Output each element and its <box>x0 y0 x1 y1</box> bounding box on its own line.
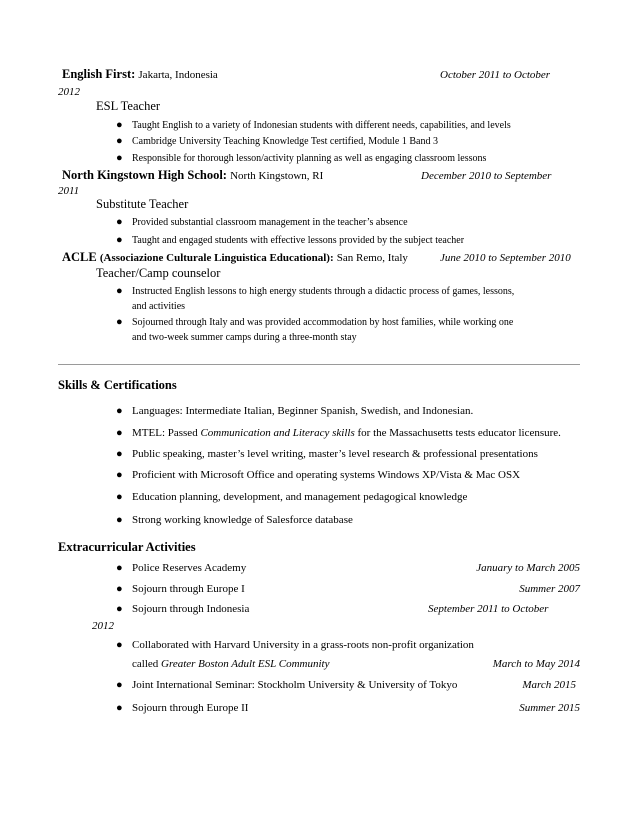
activity-date: Summer 2007 <box>519 583 580 595</box>
section-divider <box>58 364 580 365</box>
bullet-icon: ● <box>116 316 123 328</box>
job2-header <box>62 169 323 182</box>
job1-bullet: Taught English to a variety of Indonesian students with different needs, capabilities, and levels <box>132 120 511 131</box>
job3-bullet: Instructed English lessons to high energy students through a didactic process of games, lessons, <box>132 286 515 297</box>
bullet-icon: ● <box>116 448 123 460</box>
job2-date: December 2010 to September <box>421 170 552 182</box>
activity-text: called <box>132 658 162 670</box>
skill-item-emphasis: Communication and Literacy skills <box>200 427 355 439</box>
activity-date: March 2015 <box>522 679 576 691</box>
activity-item: Police Reserves Academy <box>132 562 247 574</box>
job2-bullet: Taught and engaged students with effective lessons provided by the subject teacher <box>132 235 465 246</box>
job3-location: San Remo, Italy <box>336 252 408 264</box>
skill-item-text: MTEL: Passed <box>132 427 201 439</box>
activity-date: January to March 2005 <box>476 562 580 574</box>
bullet-icon: ● <box>116 562 123 574</box>
skill-item <box>132 428 561 439</box>
skill-item: Proficient with Microsoft Office and operating systems Windows XP/Vista & Mac OSX <box>132 469 521 481</box>
job1-header <box>62 68 218 81</box>
job2-bullet: Provided substantial classroom management in the teacher’s absence <box>132 217 408 228</box>
extracurricular-heading: Extracurricular Activities <box>58 540 196 554</box>
activity-date: September 2011 to October <box>428 603 549 615</box>
bullet-icon: ● <box>116 405 123 417</box>
activity-item: Sojourn through Europe I <box>132 583 245 595</box>
activity-date: Summer 2015 <box>519 702 580 714</box>
bullet-icon: ● <box>116 135 123 147</box>
skill-item: Education planning, development, and management pedagogical knowledge <box>132 491 468 503</box>
bullet-icon: ● <box>116 679 123 691</box>
bullet-icon: ● <box>116 603 123 615</box>
skill-item: Strong working knowledge of Salesforce database <box>132 514 353 526</box>
activity-org-name: Greater Boston Adult ESL Community <box>161 658 330 670</box>
job3-org: ACLE <box>62 250 97 264</box>
job2-org: North Kingstown High School: <box>62 168 227 182</box>
job1-location: Jakarta, Indonesia <box>138 69 218 81</box>
job1-bullet: Responsible for thorough lesson/activity planning as well as engaging classroom lessons <box>132 153 487 164</box>
bullet-icon: ● <box>116 639 123 651</box>
bullet-icon: ● <box>116 469 123 481</box>
job1-date: October 2011 to October <box>440 69 551 81</box>
job1-title: ESL Teacher <box>96 99 161 113</box>
bullet-icon: ● <box>116 427 123 439</box>
job2-location: North Kingstown, RI <box>230 170 324 182</box>
bullet-icon: ● <box>116 702 123 714</box>
job3-bullet-cont: and two-week summer camps during a three-month stay <box>132 332 357 343</box>
activity-date-cont: 2012 <box>92 620 114 632</box>
job3-title: Teacher/Camp counselor <box>96 266 221 280</box>
skill-item: Public speaking, master’s level writing, master’s level research & professional presentations <box>132 448 538 460</box>
activity-item: Joint International Seminar: Stockholm University & University of Tokyo <box>132 679 458 691</box>
bullet-icon: ● <box>116 234 123 246</box>
job3-date: June 2010 to September 2010 <box>440 252 571 264</box>
bullet-icon: ● <box>116 491 123 503</box>
job1-org: English First: <box>62 67 136 81</box>
bullet-icon: ● <box>116 152 123 164</box>
job1-date-cont: 2012 <box>58 86 80 98</box>
skill-item-text: for the Massachusetts tests educator licensure. <box>354 427 561 439</box>
bullet-icon: ● <box>116 514 123 526</box>
activity-item: Collaborated with Harvard University in a grass-roots non-profit organization <box>132 639 474 651</box>
bullet-icon: ● <box>116 285 123 297</box>
activity-item: Sojourn through Indonesia <box>132 603 250 615</box>
activity-date: March to May 2014 <box>492 658 580 670</box>
bullet-icon: ● <box>116 119 123 131</box>
job2-title: Substitute Teacher <box>96 197 189 211</box>
job3-header <box>62 251 408 264</box>
skills-heading: Skills & Certifications <box>58 378 177 392</box>
activity-item: Sojourn through Europe II <box>132 702 249 714</box>
job1-bullet: Cambridge University Teaching Knowledge Test certified, Module 1 Band 3 <box>132 136 438 147</box>
skill-item: Languages: Intermediate Italian, Beginner Spanish, Swedish, and Indonesian. <box>132 405 474 417</box>
bullet-icon: ● <box>116 216 123 228</box>
job2-date-cont: 2011 <box>58 185 80 197</box>
job3-bullet: Sojourned through Italy and was provided accommodation by host families, while working one <box>132 317 514 328</box>
job3-org-full: (Associazione Culturale Linguistica Educational): <box>99 252 334 264</box>
bullet-icon: ● <box>116 583 123 595</box>
job3-bullet-cont: and activities <box>132 301 186 312</box>
activity-item-cont <box>132 659 329 670</box>
